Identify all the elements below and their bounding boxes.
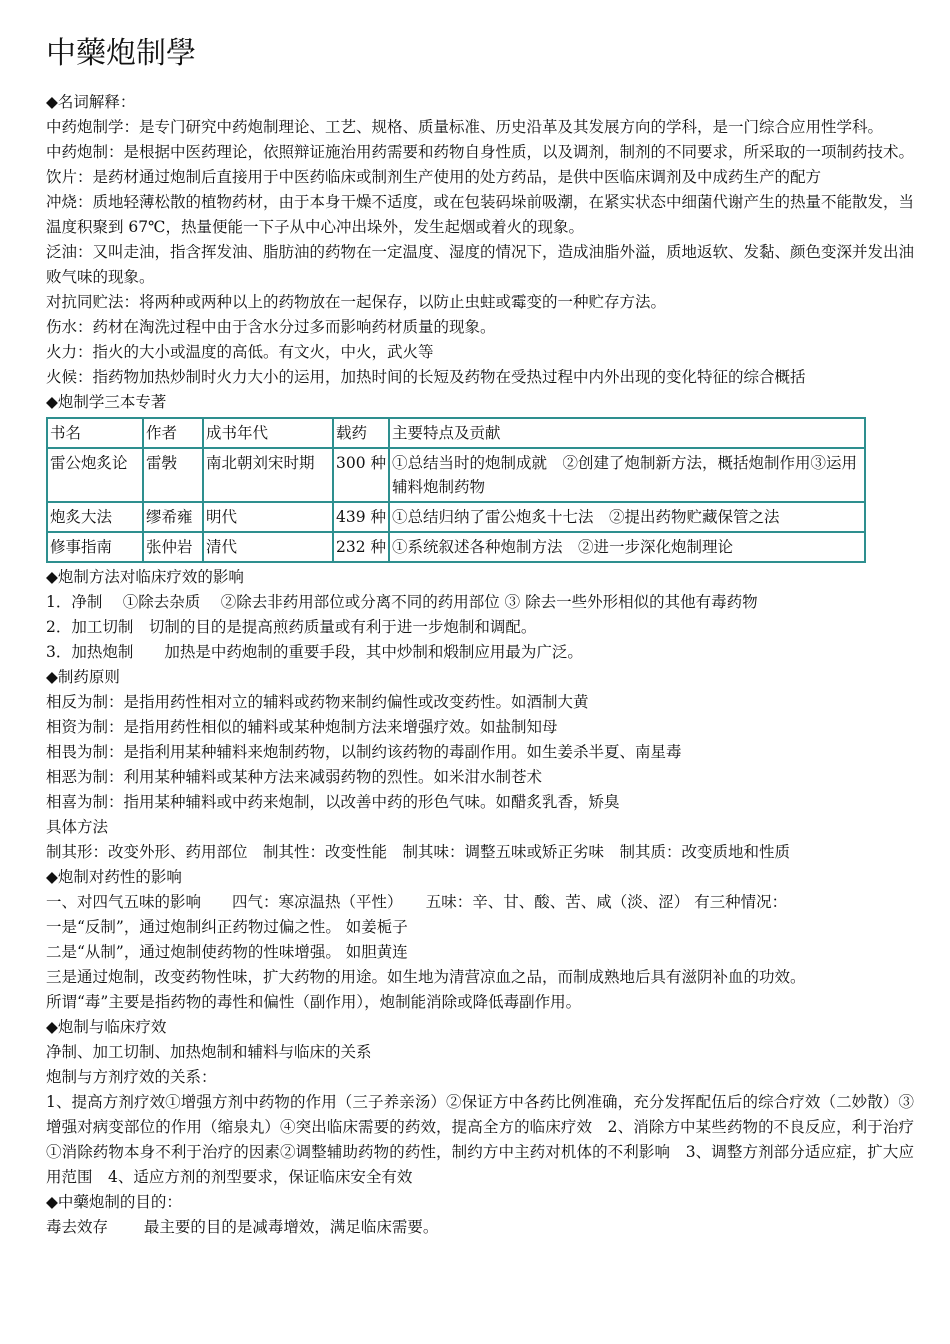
table-cell: 300 种 xyxy=(333,448,389,502)
table-cell: 炮炙大法 xyxy=(47,502,143,532)
table-row xyxy=(47,532,865,562)
paragraph: 1、提高方剂疗效①增强方剂中药物的作用（三子养亲汤）②保证方中各药比例准确，充分发挥配伍后的综合疗效（二妙散）③增强对病变部位的作用（缩泉丸）④突出临床需要的药效，提高全方的临床疗效 2、消除方中某些药物的不良反应，利于治疗①消除药物本身不利于治疗的因素②调整辅助药物的药性，制约方中主药对机体的不利影响 3、调整方剂部分适应症，扩大应用范围 4、适应方剂的剂型要求，保证临床安全有效 xyxy=(46,1093,914,1186)
table-header-cell: 载药 xyxy=(333,418,389,448)
section-heading-methods: ◆炮制方法对临床疗效的影响 xyxy=(46,568,244,586)
term-paragraph: 伤水：药材在淘洗过程中由于含水分过多而影响药材质量的现象。 xyxy=(46,318,496,336)
table-cell: 清代 xyxy=(203,532,333,562)
list-item: 2．加工切制 切制的目的是提高煎药质量或有利于进一步炮制和调配。 xyxy=(46,618,537,636)
term-paragraph: 火候：指药物加热炒制时火力大小的运用，加热时间的长短及药物在受热过程中内外出现的变化特征的综合概括 xyxy=(46,368,806,386)
table-header-cell: 书名 xyxy=(47,418,143,448)
table-header-row xyxy=(47,418,865,448)
list-item: 相反为制：是指用药性相对立的辅料或药物来制约偏性或改变药性。如酒制大黄 xyxy=(46,693,589,711)
section-heading-purpose: ◆中藥炮制的目的： xyxy=(46,1193,182,1211)
table-cell: 232 种 xyxy=(333,532,389,562)
table-cell: 明代 xyxy=(203,502,333,532)
table-cell: ①总结归纳了雷公炮炙十七法 ②提出药物贮藏保管之法 xyxy=(389,502,865,532)
list-item: 3．加热炮制 加热是中药炮制的重要手段，其中炒制和煅制应用最为广泛。 xyxy=(46,643,583,661)
list-item: 相畏为制：是指利用某种辅料来炮制药物，以制约该药物的毒副作用。如生姜杀半夏、南星毒 xyxy=(46,743,682,761)
list-item: 相资为制：是指用药性相似的辅料或某种炮制方法来增强疗效。如盐制知母 xyxy=(46,718,558,736)
list-item: 三是通过炮制，改变药物性味，扩大药物的用途。如生地为清营凉血之品，而制成熟地后具有滋阴补血的功效。 xyxy=(46,968,806,986)
table-cell: 雷斅 xyxy=(143,448,203,502)
term-paragraph: 中药炮制学：是专门研究中药炮制理论、工艺、规格、质量标准、历史沿革及其发展方向的学科，是一门综合应用性学科。 xyxy=(46,118,884,136)
term-paragraph: 饮片：是药材通过炮制后直接用于中医药临床或制剂生产使用的处方药品，是供中医临床调剂及中成药生产的配方 xyxy=(46,168,822,186)
term-paragraph: 火力：指火的大小或温度的高低。有文火，中火，武火等 xyxy=(46,343,434,361)
list-item: 1．净制 ①除去杂质 ②除去非药用部位或分离不同的药用部位 ③ 除去一些外形相似的其他有毒药物 xyxy=(46,593,758,611)
table-cell: ①系统叙述各种炮制方法 ②进一步深化炮制理论 xyxy=(389,532,865,562)
list-item: 毒去效存 最主要的目的是减毒增效，满足临床需要。 xyxy=(46,1218,439,1236)
table-header-cell: 成书年代 xyxy=(203,418,333,448)
list-item: 净制、加工切制、加热炮制和辅料与临床的关系 xyxy=(46,1043,372,1061)
list-item: 一、对四气五味的影响 四气：寒凉温热（平性） 五味：辛、甘、酸、苦、咸（淡、涩） 有三种情况： xyxy=(46,893,788,911)
section-heading-clinic: ◆炮制与临床疗效 xyxy=(46,1018,167,1036)
table-cell: 修事指南 xyxy=(47,532,143,562)
books-table xyxy=(46,417,866,563)
term-paragraph: 中药炮制：是根据中医药理论，依照辩证施治用药需要和药物自身性质，以及调剂，制剂的不同要求，所采取的一项制药技术。 xyxy=(46,143,915,161)
table-cell: 缪希雍 xyxy=(143,502,203,532)
table-cell: 张仲岩 xyxy=(143,532,203,562)
page-title: 中藥炮制學 xyxy=(46,36,196,71)
section-heading-principles: ◆制药原则 xyxy=(46,668,120,686)
term-paragraph: 对抗同贮法：将两种或两种以上的药物放在一起保存，以防止虫蛀或霉变的一种贮存方法。 xyxy=(46,293,667,311)
list-item: 一是“反制”，通过炮制纠正药物过偏之性。 如姜栀子 xyxy=(46,918,408,936)
term-paragraph: 泛油：又叫走油，指含挥发油、脂肪油的药物在一定温度、湿度的情况下，造成油脂外溢，质地返软、发黏、颜色变深并发出油败气味的现象。 xyxy=(46,243,915,286)
list-item: 二是“从制”，通过炮制使药物的性味增强。 如胆黄连 xyxy=(46,943,408,961)
term-paragraph: 冲烧：质地轻薄松散的植物药材，由于本身干燥不适度，或在包装码垛前吸潮，在紧实状态中细菌代谢产生的热量不能散发，当温度积聚到 67℃，热量便能一下子从中心冲出垛外，发生起烟或着火的现象。 xyxy=(46,193,915,236)
table-cell: 南北朝刘宋时期 xyxy=(203,448,333,502)
table-cell: 雷公炮炙论 xyxy=(47,448,143,502)
table-header-cell: 主要特点及贡献 xyxy=(389,418,865,448)
section-heading-books: ◆炮制学三本专著 xyxy=(46,393,167,411)
list-item: 相喜为制：指用某种辅料或中药来炮制，以改善中药的形色气味。如醋炙乳香，矫臭 xyxy=(46,793,620,811)
table-cell: ①总结当时的炮制成就 ②创建了炮制新方法，概括炮制作用③运用辅料炮制药物 xyxy=(389,448,865,502)
list-item: 炮制与方剂疗效的关系： xyxy=(46,1068,217,1086)
list-item: 相恶为制：利用某种辅料或某种方法来减弱药物的烈性。如米泔水制苍术 xyxy=(46,768,543,786)
list-item: 制其形：改变外形、药用部位 制其性：改变性能 制其味：调整五味或矫正劣味 制其质：改变质地和性质 xyxy=(46,843,791,861)
table-row xyxy=(47,502,865,532)
table-row xyxy=(47,448,865,502)
table-cell: 439 种 xyxy=(333,502,389,532)
list-item: 具体方法 xyxy=(46,818,109,836)
table-header-cell: 作者 xyxy=(143,418,203,448)
section-heading-terms: ◆名词解释： xyxy=(46,93,136,111)
section-heading-nature: ◆炮制对药性的影响 xyxy=(46,868,182,886)
list-item: 所谓“毒”主要是指药物的毒性和偏性（副作用），炮制能消除或降低毒副作用。 xyxy=(46,993,582,1011)
